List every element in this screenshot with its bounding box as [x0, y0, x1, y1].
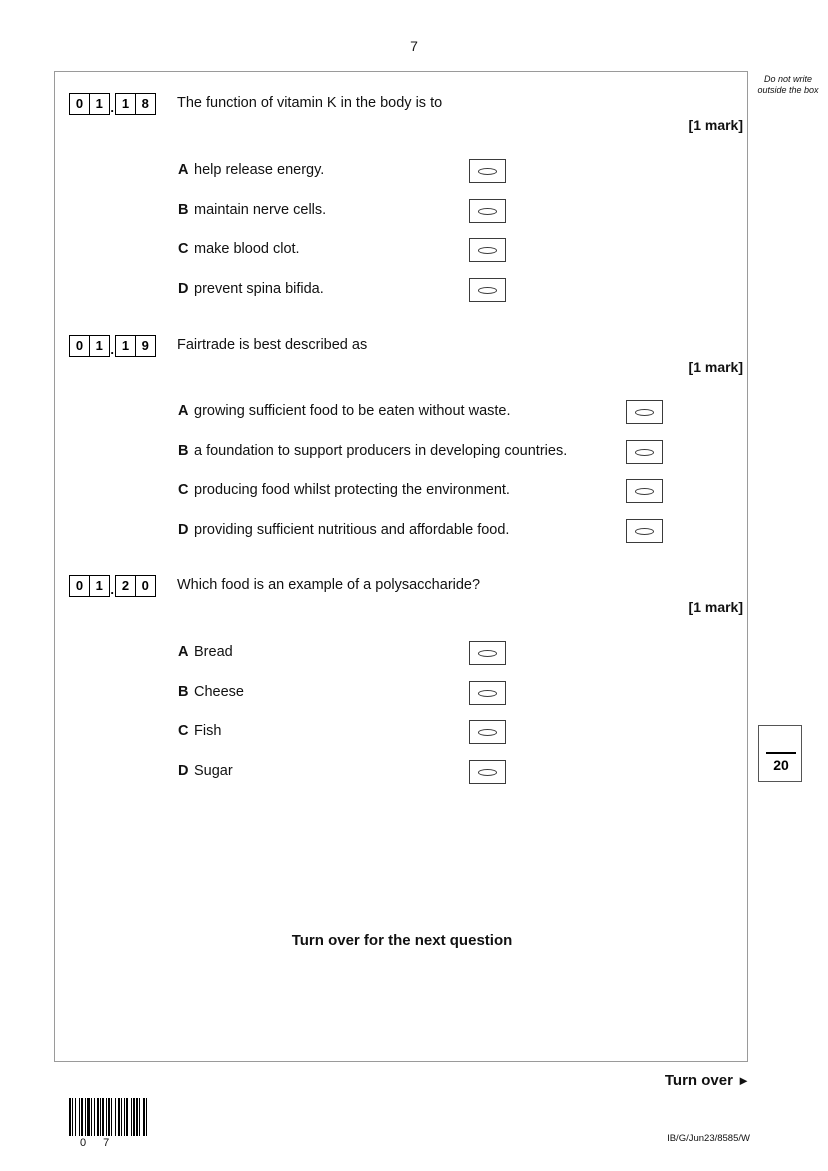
barcode-digits: 0 7 — [80, 1137, 117, 1149]
option-text: growing sufficient food to be eaten without waste. — [194, 403, 511, 419]
oval-icon — [478, 729, 497, 736]
question-stem: The function of vitamin K in the body is to — [177, 95, 443, 111]
option-text: Cheese — [194, 683, 244, 700]
answer-tick-box[interactable] — [469, 641, 506, 665]
answer-tick-box[interactable] — [469, 238, 506, 262]
option-text: prevent spina bifida. — [194, 280, 324, 297]
answer-tick-box[interactable] — [626, 440, 663, 464]
question-number-digit: 2 — [115, 575, 136, 597]
option-row — [55, 519, 749, 543]
barcode-bars — [69, 1098, 149, 1136]
answer-tick-box[interactable] — [469, 760, 506, 784]
answer-tick-box[interactable] — [469, 681, 506, 705]
option-text: producing food whilst protecting the environment. — [194, 482, 510, 498]
option-row — [55, 199, 749, 223]
oval-icon — [478, 168, 497, 175]
turn-over-label — [665, 1072, 750, 1089]
oval-icon — [478, 247, 497, 254]
option-letter: B — [178, 683, 189, 700]
question-number-digit: 1 — [115, 93, 136, 115]
marks-total-box — [758, 725, 802, 782]
question-number-separator: . — [110, 342, 115, 357]
oval-icon — [478, 650, 497, 657]
oval-icon — [478, 287, 497, 294]
option-letter: A — [178, 403, 189, 419]
question-number-boxes — [69, 93, 154, 115]
question-number-digit: 0 — [69, 575, 90, 597]
question-number-boxes — [69, 575, 154, 597]
oval-icon — [478, 690, 497, 697]
option-row — [55, 400, 749, 424]
option-letter: C — [178, 723, 189, 739]
answer-tick-box[interactable] — [626, 400, 663, 424]
mark-allocation: [1 mark] — [688, 599, 743, 615]
answer-tick-box[interactable] — [469, 278, 506, 302]
marks-rule — [766, 752, 796, 754]
answer-area-border — [54, 71, 748, 1062]
option-text: Fish — [194, 723, 222, 739]
answer-tick-box[interactable] — [469, 199, 506, 223]
option-row — [55, 760, 749, 784]
question-number-digit: 1 — [115, 335, 136, 357]
question-number-digit: 9 — [135, 335, 156, 357]
question-number-boxes — [69, 335, 154, 357]
answer-tick-box[interactable] — [469, 159, 506, 183]
option-row — [55, 238, 749, 262]
oval-icon — [635, 488, 654, 495]
option-letter: D — [178, 521, 189, 538]
question-number-separator: . — [110, 100, 115, 115]
option-row — [55, 720, 749, 744]
question-number-digit: 0 — [69, 335, 90, 357]
answer-tick-box[interactable] — [469, 720, 506, 744]
option-letter: C — [178, 482, 189, 498]
page-number: 7 — [410, 38, 418, 54]
turn-over-text: Turn over — [664, 1072, 733, 1089]
question-number-digit: 1 — [89, 93, 110, 115]
option-letter: B — [178, 201, 189, 218]
option-text: help release energy. — [194, 162, 325, 178]
question-number-digit: 0 — [69, 93, 90, 115]
question-number-digit: 1 — [89, 575, 110, 597]
oval-icon — [635, 528, 654, 535]
oval-icon — [478, 208, 497, 215]
question-stem: Fairtrade is best described as — [177, 337, 368, 353]
option-letter: D — [178, 280, 189, 297]
option-text: make blood clot. — [194, 241, 300, 257]
option-row — [55, 159, 749, 183]
barcode — [69, 1098, 149, 1149]
option-letter: D — [178, 762, 189, 779]
marks-total-value: 20 — [773, 757, 789, 773]
option-row — [55, 440, 749, 464]
option-text: Sugar — [194, 762, 233, 779]
option-text: maintain nerve cells. — [194, 201, 327, 218]
option-text: a foundation to support producers in developing countries. — [194, 442, 568, 459]
mark-allocation: [1 mark] — [688, 117, 743, 133]
option-row — [55, 641, 749, 665]
oval-icon — [635, 409, 654, 416]
option-text: providing sufficient nutritious and affordable food. — [194, 521, 510, 538]
question-number-digit: 8 — [135, 93, 156, 115]
option-letter: A — [178, 162, 189, 178]
question-number-separator: . — [110, 582, 115, 597]
do-not-write-outside-box-note: Do not write outside the box — [757, 74, 819, 95]
mark-allocation: [1 mark] — [688, 359, 743, 375]
answer-tick-box[interactable] — [626, 519, 663, 543]
option-row — [55, 681, 749, 705]
option-letter: A — [178, 644, 189, 660]
question-number-digit: 0 — [135, 575, 156, 597]
option-letter: C — [178, 241, 189, 257]
option-row — [55, 278, 749, 302]
oval-icon — [478, 769, 497, 776]
oval-icon — [635, 449, 654, 456]
option-row — [55, 479, 749, 503]
question-number-digit: 1 — [89, 335, 110, 357]
paper-code: IB/G/Jun23/8585/W — [667, 1133, 750, 1144]
question-stem: Which food is an example of a polysaccharide? — [177, 577, 481, 593]
turn-over-for-next-question-note: Turn over for the next question — [291, 932, 513, 949]
option-letter: B — [178, 442, 189, 459]
option-text: Bread — [194, 644, 233, 660]
turn-over-arrow-icon: ► — [737, 1073, 750, 1088]
answer-tick-box[interactable] — [626, 479, 663, 503]
